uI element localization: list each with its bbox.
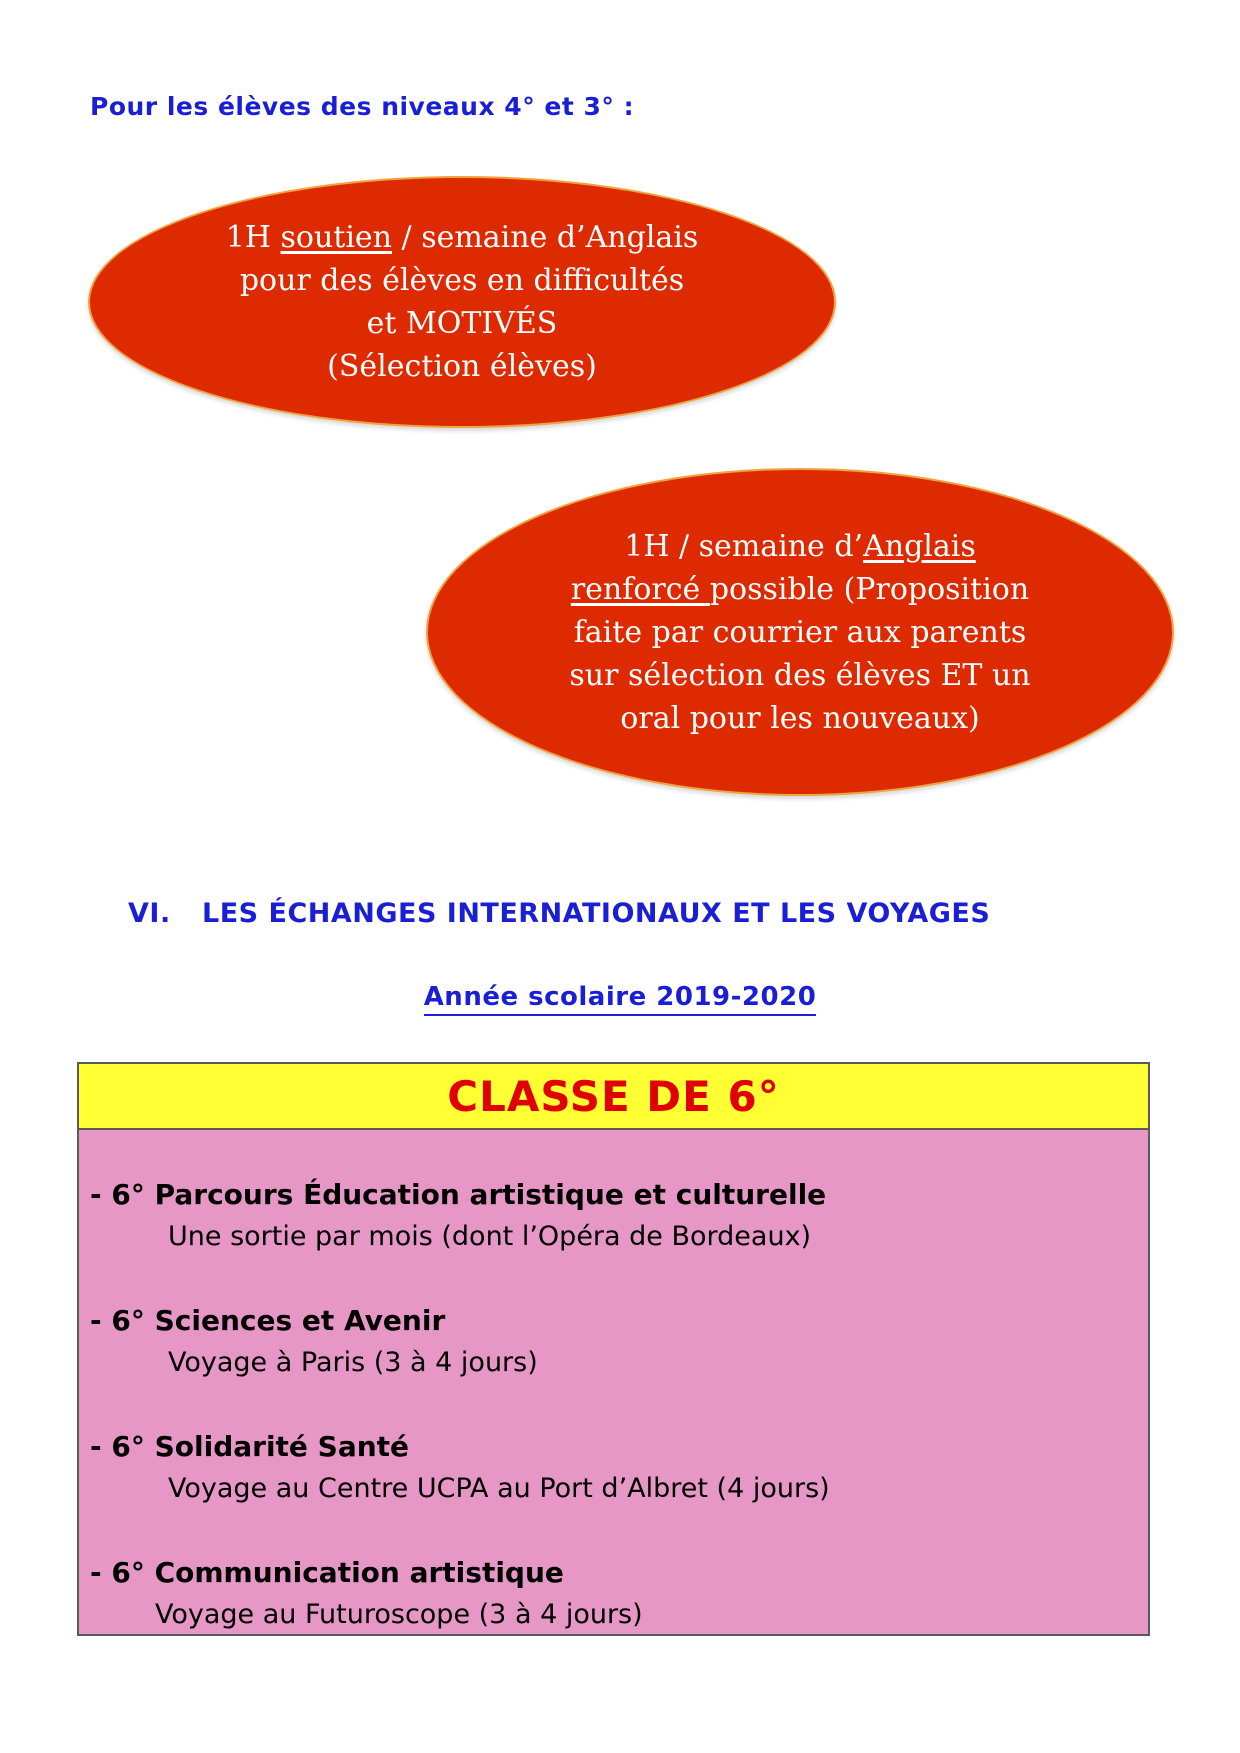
support-bubble [88, 176, 836, 428]
reinforced-underlined-anglais: Anglais [863, 528, 976, 564]
list-item [90, 1174, 1148, 1258]
reinforced-line3: faite par courrier aux parents [573, 614, 1027, 650]
item-description: Voyage au Futuroscope (3 à 4 jours) [155, 1599, 643, 1630]
item-title: - 6° Solidarité Santé [90, 1430, 410, 1463]
reinforced-bubble-text [569, 525, 1030, 740]
section-title: LES ÉCHANGES INTERNATIONAUX ET LES VOYAGES [202, 898, 991, 929]
reinforced-line5: oral pour les nouveaux) [620, 700, 980, 736]
list-item [90, 1552, 1148, 1636]
school-year-heading [0, 982, 1240, 1012]
support-line1-prefix: 1H [225, 220, 281, 255]
reinforced-line1-prefix: 1H / semaine d’ [624, 528, 864, 564]
item-description: Une sortie par mois (dont l’Opéra de Bordeaux) [168, 1221, 812, 1252]
intro-heading: Pour les élèves des niveaux 4° et 3° : [90, 92, 635, 121]
support-line4: (Sélection élèves) [327, 349, 597, 384]
support-line3: et MOTIVÉS [366, 306, 558, 341]
reinforced-line2-suffix: possible (Proposition [709, 571, 1030, 607]
reinforced-line4: sur sélection des élèves ET un [569, 657, 1031, 693]
item-title: - 6° Sciences et Avenir [90, 1304, 446, 1337]
support-line2: pour des élèves en difficultés [239, 263, 685, 298]
reinforced-underlined-renforce: renforcé [570, 571, 710, 607]
item-title: - 6° Parcours Éducation artistique et culturelle [90, 1178, 827, 1211]
support-line1-suffix: / semaine d’Anglais [392, 220, 699, 255]
item-description: Voyage au Centre UCPA au Port d’Albret (4 jours) [168, 1473, 830, 1504]
item-title: - 6° Communication artistique [90, 1556, 564, 1589]
item-description: Voyage à Paris (3 à 4 jours) [168, 1347, 538, 1378]
school-year-text: Année scolaire 2019-2020 [424, 982, 817, 1016]
list-item [90, 1300, 1148, 1384]
class-6-box [77, 1062, 1150, 1636]
class-items-list [79, 1130, 1148, 1636]
section-number: VI. [128, 898, 171, 929]
class-header: CLASSE DE 6° [79, 1064, 1148, 1130]
list-item [90, 1426, 1148, 1510]
support-underlined-word: soutien [280, 220, 393, 255]
support-bubble-text [226, 216, 699, 388]
section-heading [128, 898, 990, 929]
reinforced-english-bubble [426, 468, 1174, 796]
